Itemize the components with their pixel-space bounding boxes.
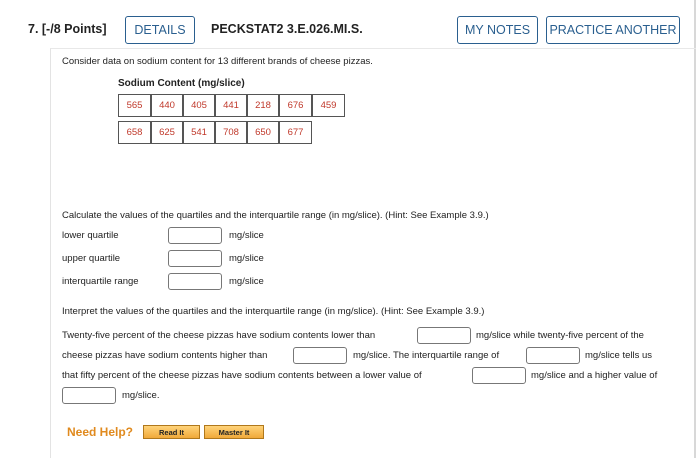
upper-quartile-label: upper quartile bbox=[62, 253, 121, 264]
table-cell: 405 bbox=[183, 94, 215, 117]
details-button[interactable]: DETAILS bbox=[125, 16, 195, 44]
lower-value-input[interactable] bbox=[472, 367, 526, 384]
table-cell: 441 bbox=[215, 94, 247, 117]
table-cell: 676 bbox=[279, 94, 312, 117]
interpret-text-8: mg/slice. bbox=[122, 390, 160, 401]
interpret-text-6: that fifty percent of the cheese pizzas have sodium contents between a lower value of bbox=[62, 370, 422, 381]
table-cell: 625 bbox=[151, 121, 183, 144]
table-cell: 658 bbox=[118, 121, 151, 144]
table-title: Sodium Content (mg/slice) bbox=[118, 78, 245, 89]
interpret-text-4: mg/slice. The interquartile range of bbox=[353, 350, 500, 361]
interpret-text-2: mg/slice while twenty-five percent of the bbox=[476, 330, 644, 341]
interpret-text-5: mg/slice tells us bbox=[585, 350, 653, 361]
interpret-text-3: cheese pizzas have sodium contents higher than bbox=[62, 350, 268, 361]
table-cell: 459 bbox=[312, 94, 345, 117]
table-cell: 650 bbox=[247, 121, 279, 144]
interpret-prompt: Interpret the values of the quartiles and the interquartile range (in mg/slice). (Hint: See Example 3.9.) bbox=[62, 306, 485, 317]
lower-quartile-interpret-input[interactable] bbox=[417, 327, 471, 344]
practice-another-button[interactable]: PRACTICE ANOTHER bbox=[546, 16, 680, 44]
intro-text: Consider data on sodium content for 13 different brands of cheese pizzas. bbox=[62, 56, 373, 67]
iqr-unit: mg/slice bbox=[229, 276, 264, 287]
iqr-label: interquartile range bbox=[62, 276, 139, 287]
my-notes-button[interactable]: MY NOTES bbox=[457, 16, 538, 44]
table-cell: 708 bbox=[215, 121, 247, 144]
lower-quartile-input[interactable] bbox=[168, 227, 222, 244]
higher-value-input[interactable] bbox=[62, 387, 116, 404]
question-number: 7. [-/8 Points] bbox=[28, 22, 107, 36]
lower-quartile-unit: mg/slice bbox=[229, 230, 264, 241]
table-cell: 440 bbox=[151, 94, 183, 117]
table-cell: 677 bbox=[279, 121, 312, 144]
table-cell: 541 bbox=[183, 121, 215, 144]
master-it-button[interactable]: Master It bbox=[204, 425, 264, 439]
lower-quartile-label: lower quartile bbox=[62, 230, 119, 241]
table-cell: 218 bbox=[247, 94, 279, 117]
need-help-label: Need Help? bbox=[67, 425, 134, 439]
problem-code: PECKSTAT2 3.E.026.MI.S. bbox=[211, 22, 363, 36]
interpret-text-1: Twenty-five percent of the cheese pizzas have sodium contents lower than bbox=[62, 330, 376, 341]
iqr-interpret-input[interactable] bbox=[526, 347, 580, 364]
upper-quartile-unit: mg/slice bbox=[229, 253, 264, 264]
calc-prompt: Calculate the values of the quartiles and the interquartile range (in mg/slice). (Hint: See Example 3.9.) bbox=[62, 210, 489, 221]
table-cell: 565 bbox=[118, 94, 151, 117]
iqr-input[interactable] bbox=[168, 273, 222, 290]
read-it-button[interactable]: Read It bbox=[143, 425, 200, 439]
upper-quartile-input[interactable] bbox=[168, 250, 222, 267]
interpret-text-7: mg/slice and a higher value of bbox=[531, 370, 658, 381]
upper-quartile-interpret-input[interactable] bbox=[293, 347, 347, 364]
